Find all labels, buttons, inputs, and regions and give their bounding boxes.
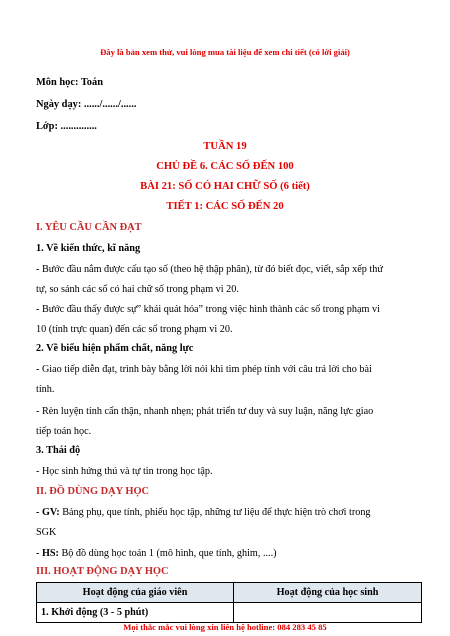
- paragraph-1-line-2: tự, so sánh các số có hai chữ số trong phạm vi 20.: [36, 284, 239, 295]
- teacher-materials-text: Bảng phụ, que tính, phiếu học tập, những tư liệu để thực hiện trò chơi trong: [59, 507, 371, 518]
- lesson-heading: BÀI 21: SỐ CÓ HAI CHỮ SỐ (6 tiết): [140, 181, 310, 192]
- paragraph-1-line-1: - Bước đầu nắm được cấu tạo số (theo hệ thập phân), từ đó biết đọc, viết, sắp xếp thứ: [36, 264, 383, 275]
- paragraph-4-line-1: - Rèn luyện tính cẩn thận, nhanh nhẹn; phát triển tư duy và suy luận, năng lực giao: [36, 406, 374, 417]
- column-header-teacher: Hoạt động của giáo viên: [37, 583, 234, 603]
- subsection-attitude: 3. Thái độ: [36, 445, 81, 456]
- period-heading: TIẾT 1: CÁC SỐ ĐẾN 20: [166, 201, 284, 212]
- teacher-label: - GV:: [36, 507, 60, 518]
- topic-heading: CHỦ ĐỀ 6. CÁC SỐ ĐẾN 100: [156, 161, 294, 172]
- table-header-row: [37, 583, 422, 603]
- table-row: [37, 603, 422, 623]
- warmup-cell: 1. Khởi động (3 - 5 phút): [37, 603, 234, 623]
- date-line: Ngày dạy: ....../....../......: [36, 99, 137, 110]
- week-heading: TUẦN 19: [203, 141, 247, 152]
- student-label: - HS:: [36, 548, 59, 559]
- class-line: Lớp: ..............: [36, 121, 97, 132]
- section-materials-title: II. ĐỒ DÙNG DẠY HỌC: [36, 486, 150, 497]
- activities-table: [36, 582, 422, 623]
- teacher-materials-line-2: SGK: [36, 527, 57, 538]
- paragraph-5: - Học sinh hứng thú và tự tin trong học tập.: [36, 466, 213, 477]
- paragraph-2-line-1: - Bước đầu thấy được sự” khái quát hóa” trong việc hình thành các số trong phạm vi: [36, 304, 380, 315]
- paragraph-3-line-2: tính.: [36, 384, 55, 395]
- empty-cell: [234, 603, 422, 623]
- column-header-student: Hoạt động của học sinh: [234, 583, 422, 603]
- teacher-materials-line-1: [36, 503, 422, 523]
- paragraph-4-line-2: tiếp toán học.: [36, 426, 92, 437]
- paragraph-2-line-2: 10 (tính trực quan) đến các số trong phạm vi 20.: [36, 324, 233, 335]
- paragraph-3-line-1: - Giao tiếp diễn đạt, trình bày bằng lời nói khi tìm phép tính với câu trả lời cho bài: [36, 364, 372, 375]
- student-materials-line: [36, 544, 422, 564]
- preview-banner: Đây là bản xem thử, vui lòng mua tài liệu để xem chi tiết (có lời giải): [100, 47, 350, 57]
- subject-line: Môn học: Toán: [36, 77, 103, 88]
- student-materials-text: Bộ đồ dùng học toán 1 (mô hình, que tính, ghim, ....): [58, 548, 277, 559]
- subsection-qualities: 2. Về biểu hiện phẩm chất, năng lực: [36, 343, 194, 354]
- hotline-banner: Mọi thắc mắc vui lòng xin liên hệ hotline: 084 283 45 85: [123, 622, 327, 632]
- section-requirements-title: I. YÊU CẦU CẦN ĐẠT: [36, 222, 142, 233]
- subsection-knowledge: 1. Về kiến thức, kĩ năng: [36, 243, 141, 254]
- section-activities-title: III. HOẠT ĐỘNG DẠY HỌC: [36, 566, 169, 577]
